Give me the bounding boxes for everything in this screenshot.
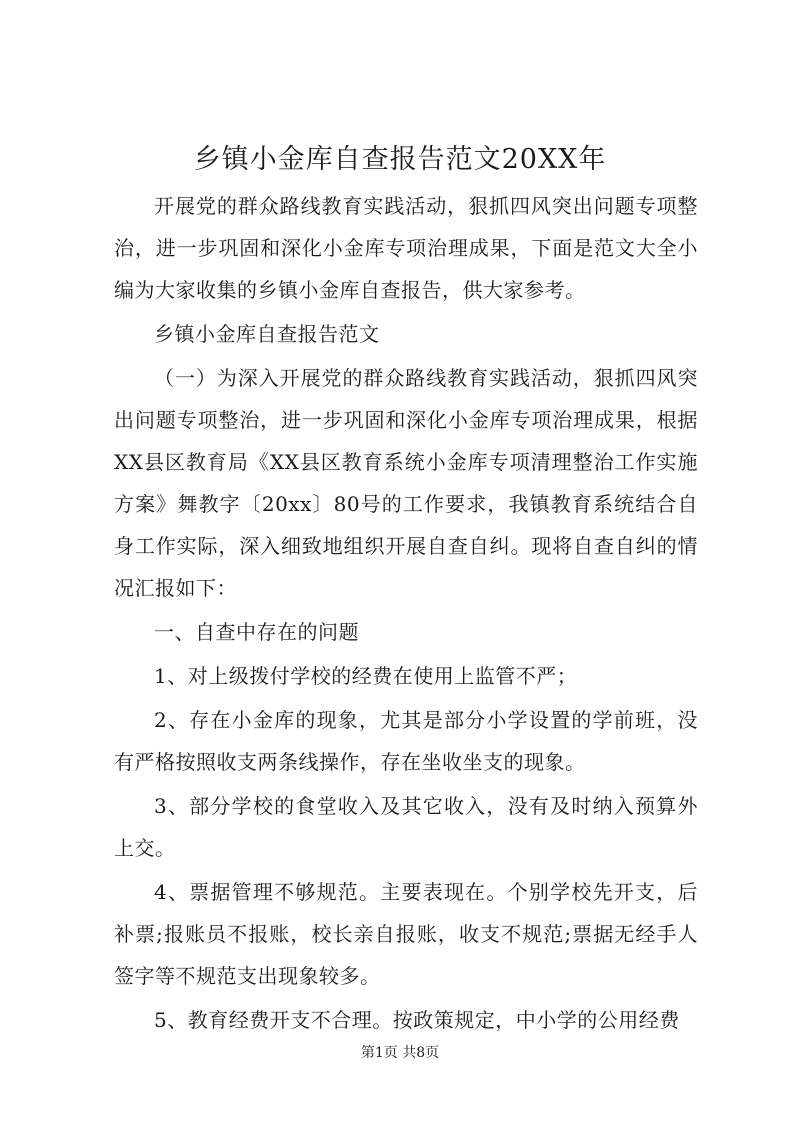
- subsection-heading: 一、自查中存在的问题: [154, 620, 359, 644]
- intro-paragraph: 开展党的群众路线教育实践活动，狠抓四风突出问题专项整治，进一步巩固和深化小金库专项治理成果，下面是范文大全小编为大家收集的乡镇小金库自查报告，供大家参考。: [114, 194, 698, 302]
- body-paragraph: （一）为深入开展党的群众路线教育实践活动，狠抓四风突出问题专项整治，进一步巩固和深化小金库专项治理成果，根据XX县区教育局《XX县区教育系统小金库专项清理整治工作实施方案》舞教字〔20xx〕80号的工作要求，我镇教育系统结合自身工作实际，深入细致地组织开展自查自纠。现将自查自纠的情况汇报如下：: [114, 366, 698, 600]
- list-item: 3、部分学校的食堂收入及其它收入，没有及时纳入预算外上交。: [114, 794, 698, 860]
- list-item: 1、对上级拨付学校的经费在使用上监管不严；: [154, 664, 578, 688]
- list-item: 5、教育经费开支不合理。按政策规定，中小学的公用经费: [154, 1008, 680, 1032]
- section-heading: 乡镇小金库自查报告范文: [154, 322, 380, 346]
- document-body: [114, 185, 698, 1043]
- page-footer: 第1页 共8页: [360, 1045, 440, 1061]
- document-title: 乡镇小金库自查报告范文20XX年: [193, 144, 607, 175]
- list-item: 4、票据管理不够规范。主要表现在。个别学校先开支，后补票;报账员不报账，校长亲自报账，收支不规范;票据无经手人签字等不规范支出现象较多。: [114, 880, 698, 988]
- list-item: 2、存在小金库的现象，尤其是部分小学设置的学前班，没有严格按照收支两条线操作，存在坐收坐支的现象。: [114, 708, 698, 774]
